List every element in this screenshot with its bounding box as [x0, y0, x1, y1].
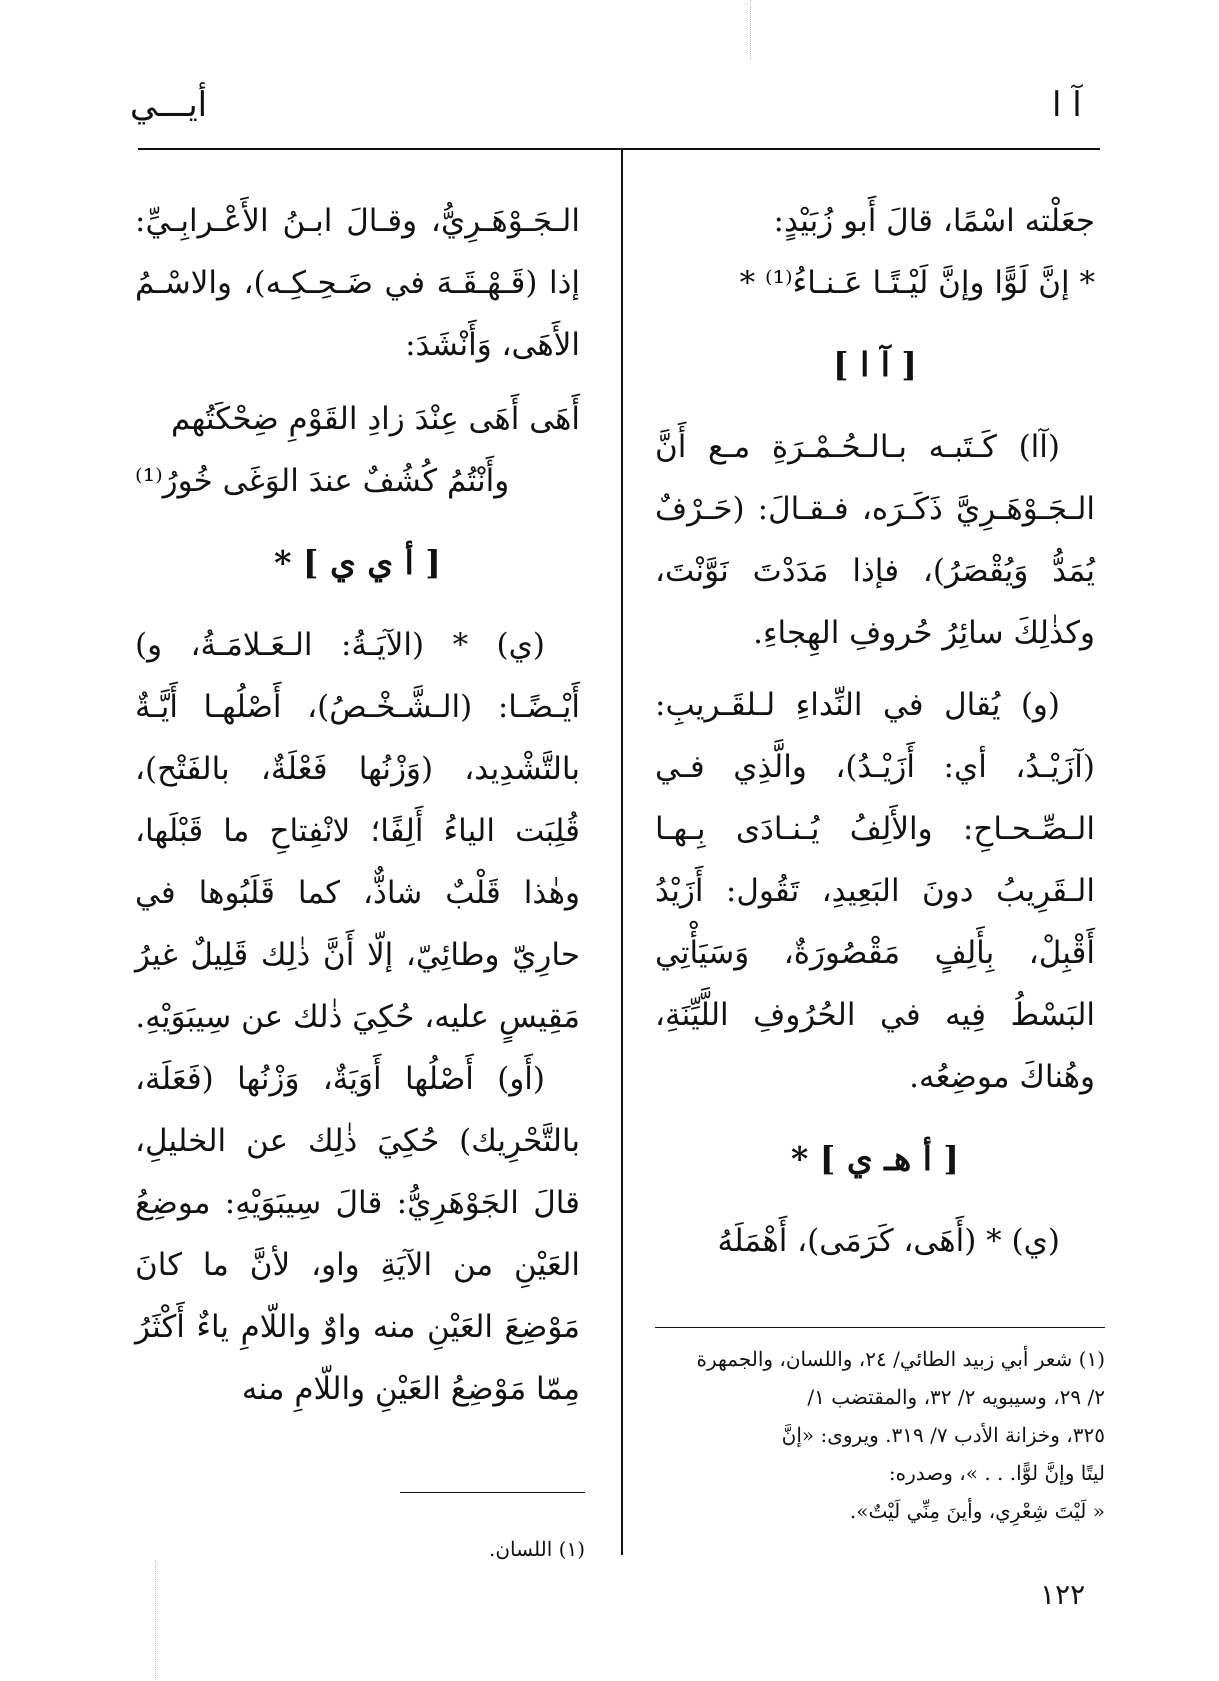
footnote-line: ٣٢٥، وخزانة الأدب ٧/ ٣١٩. ويروى: «إنَّ — [781, 1423, 1105, 1447]
footnote-rule — [655, 1327, 1105, 1328]
paragraph: (ي) * (أَهَى، كَرَمَى)، أَهْمَلَهُ — [717, 1223, 1060, 1259]
entry-heading: [ أ هـ ي ] * — [791, 1139, 959, 1178]
footnotes-left — [390, 1530, 585, 1568]
entry-heading: [ أ ي ي ] * — [274, 543, 441, 582]
scan-guide-line — [750, 0, 751, 60]
paragraph: (أَو) أَصْلُها أَوَيَةٌ، وَزْنُها (فَعَلَة، بالتَّحْرِيك) حُكِيَ ذٰلِك عن الخليلِ، قالَ الجَوْهَرِيُّ: قالَ سِيبَوَيْهِ: موضِعُ العَيْنِ من الآيَةِ واو، لأنَّ ما كانَ مَوْضِعَ العَيْنِ منه واوٌ واللّامِ ياءٌ أَكْثَرُ مِمّا مَوْضِعُ العَيْنِ واللّامِ منه — [135, 1061, 580, 1407]
footnote-line: ٢/ ٢٩، وسيبويه ٢/ ٣٢، والمقتضب ١/ — [807, 1385, 1105, 1409]
scan-guide-line — [155, 1560, 156, 1680]
footnote-line: ليتًا وإنَّ لوًّا. . . »، وصدره: — [888, 1461, 1105, 1485]
verse-line: * إنَّ لَوًّا وإنَّ لَيْـتًـا عَـنـاءُ⁽¹⁾ * — [739, 265, 1095, 301]
paragraph: (آا) كَـتَبـه بـالـحُـمْـرَةِ مـع أَنَّ الـجَـوْهَـرِيَّ ذَكَـرَه، فـقـالَ: (حَـرْفٌ يُمَدُّ وَيُقْصَرُ)، فإذا مَدَدْتَ نَوَّنْتَ، وكذٰلِكَ سائِرُ حُروفِ الهِجاءِ. — [655, 429, 1095, 651]
column-divider — [621, 150, 623, 1555]
page-number: ١٢٢ — [1040, 1578, 1086, 1611]
right-column — [655, 190, 1095, 1272]
footnote-line: (١) اللسان. — [489, 1537, 585, 1561]
running-header-right: آ ا — [1052, 85, 1082, 125]
running-header-left: أيـــي — [130, 85, 208, 125]
footnote-line: (١) شعر أبي زبيد الطائي/ ٢٤، واللسان، والجمهرة — [696, 1347, 1105, 1371]
footnote-line: « لَيْتَ شِعْرِي، وأينَ مِنِّي لَيْتٌ». — [849, 1499, 1105, 1523]
paragraph: الـجَـوْهَـرِيُّ، وقـالَ ابـنُ الأَعْـرابِـيِّ: إذا (قَـهْـقَـهَ في ضَـحِـكِـه)، والاسْـمُ الأَهَى، وَأَنْشَدَ: — [135, 203, 580, 363]
footnote-rule — [400, 1492, 585, 1493]
entry-heading: [ آ ا ] — [832, 345, 918, 384]
left-column — [135, 190, 580, 1420]
verse-line: وأَنْتُمُ كُشُفٌ عندَ الوَغَى خُورُ⁽¹⁾ — [135, 463, 510, 499]
header-rule — [138, 148, 1100, 150]
footnotes-right — [655, 1340, 1105, 1530]
paragraph: (و) يُقال في النِّداءِ لـلقَـريبِ: (آزَيْـدُ، أي: أَزَيْـدُ)، والَّذِي فـي الـصِّـحـاحِ: والأَلِفُ يُـنـادَى بِـهـا الـقَرِيبُ دونَ البَعِيدِ، تَقُول: أَزَيْدُ أَقْبِلْ، بِأَلِفٍ مَقْصُورَةٌ، وَسَيَأْتِي البَسْطُ فِيه في الحُرُوفِ اللَّيِّنَةِ، وهُناكَ موضِعُه. — [655, 687, 1095, 1095]
paragraph: جعَلْته اسْمًا، قالَ أَبو زُبَيْدٍ: — [773, 203, 1095, 239]
verse-line: أَهَى أَهَى عِنْدَ زادِ القَوْمِ ضِحْكَتُهم — [170, 401, 580, 437]
paragraph: (ي) * (الآيَـةُ: الـعَـلامَـةُ، و) أَيْـضًـا: (الـشَّـخْـصُ)، أَصْلُهـا أَيَّـةٌ بالتَّشْدِيد، (وَزْنُها فَعْلَةٌ، بالفَتْح)، قُلِبَت الياءُ أَلِفًا؛ لانْفِتاحِ ما قَبْلَها، وهٰذا قَلْبٌ شاذٌّ، كما قَلَبُوها في حارِيّ وطائِيّ، إلّا أَنَّ ذٰلِك قَلِيلٌ غيرُ مَقِيسٍ عليه، حُكِيَ ذٰلك عن سِيبَوَيْهِ. — [135, 627, 580, 1035]
